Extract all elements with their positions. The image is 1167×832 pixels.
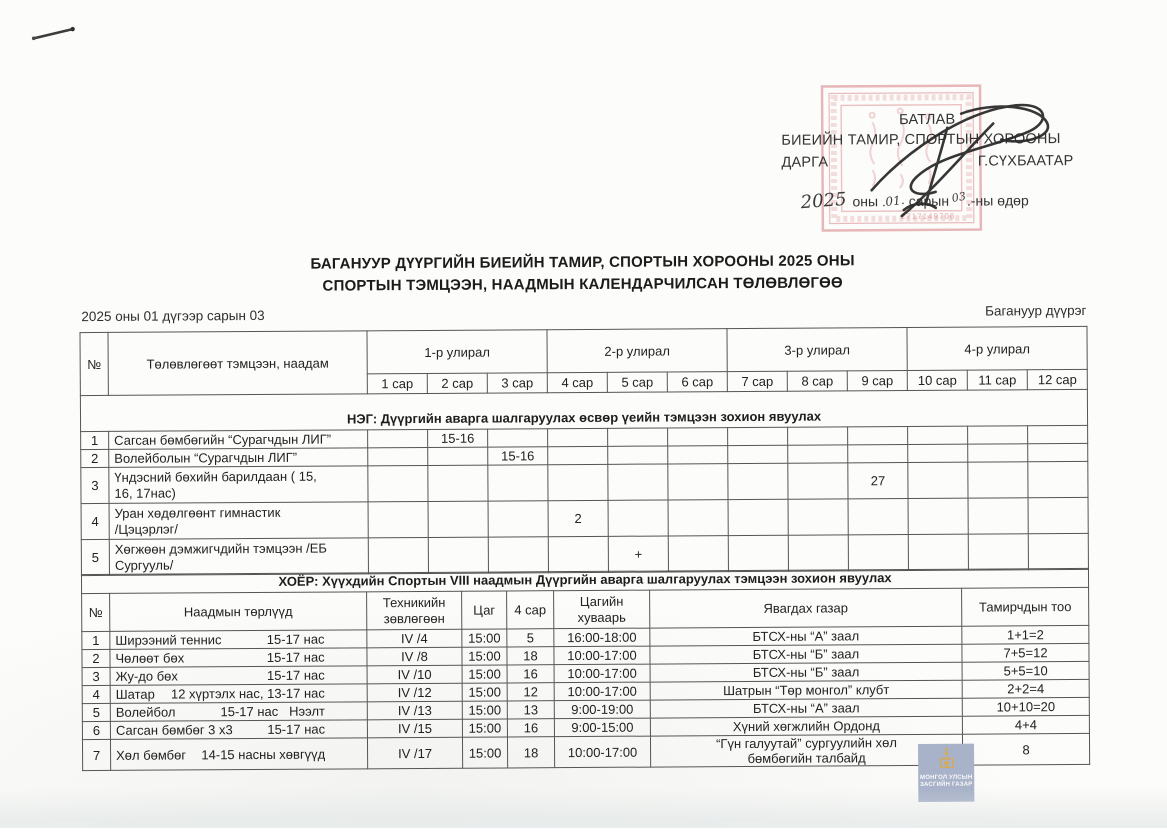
handwritten-year: 2025 <box>799 188 848 214</box>
section-two-title: ХОЁР: Хүүхдийн Спортын VIII наадмын Дүүргийн аварга шалгаруулах тэмцээн зохион явуулах <box>81 568 1088 593</box>
month-value-cell <box>548 446 608 464</box>
calendar-plan-table <box>79 326 1089 576</box>
column-header: Техникийн зөвлөгөөн <box>367 591 462 630</box>
games-header-row <box>82 587 1089 631</box>
month-value-cell <box>1028 533 1088 569</box>
month-value-cell <box>488 465 548 501</box>
tech-meeting-cell: IV /12 <box>367 683 462 702</box>
time-cell: 15:00 <box>462 629 507 647</box>
handwritten-day: 03 <box>950 189 968 205</box>
time-cell: 15:00 <box>462 719 507 737</box>
month-value-cell <box>368 429 428 447</box>
month-header: 4 сар <box>547 372 607 392</box>
month-value-cell <box>668 428 728 446</box>
month-value-cell <box>1028 497 1088 533</box>
time-cell: 15:00 <box>462 683 507 701</box>
event-name-wrap <box>116 746 365 763</box>
time-cell: 15:00 <box>462 701 507 719</box>
month-value-cell: 2 <box>548 500 608 536</box>
event-name: Чөлөөт бөх <box>115 650 185 666</box>
month-value-cell <box>608 446 668 464</box>
month-value-cell <box>368 465 428 501</box>
quarter-header-row <box>80 326 1087 375</box>
row-number-cell: 2 <box>81 449 109 467</box>
month-value-cell <box>968 498 1028 534</box>
column-header: Наадмын төрлүүд <box>110 592 367 632</box>
schedule-cell: 16:00-18:00 <box>554 628 650 647</box>
month-header: 7 сар <box>727 371 787 391</box>
event-column-header: Төлөвлөгөөт тэмцээн, наадам <box>108 331 367 396</box>
tech-meeting-cell: IV /10 <box>367 665 462 684</box>
games-schedule-table <box>81 568 1090 771</box>
month-value-cell <box>488 537 548 573</box>
row-number-cell: 5 <box>82 703 110 721</box>
handwritten-month: .01. <box>881 192 906 210</box>
venue-cell: БТСХ-ны “А” заал <box>650 626 962 646</box>
month-value-cell <box>728 427 788 445</box>
month-value-cell <box>728 499 788 535</box>
month-value-cell <box>668 536 728 572</box>
month-value-cell <box>788 499 848 535</box>
athlete-count-cell: 1+1=2 <box>962 625 1089 644</box>
row-number-cell: 4 <box>81 503 109 539</box>
quarter-header: 4-р улирал <box>907 326 1087 370</box>
quarter-header: 1-р улирал <box>367 330 547 374</box>
event-name: Волейбол <box>115 704 176 720</box>
month-value-cell <box>428 501 488 537</box>
april-date-cell: 5 <box>507 629 554 647</box>
month-value-cell <box>908 444 968 462</box>
age-group: 15-17 нас <box>266 649 325 665</box>
month-value-cell <box>848 445 908 463</box>
section-one-title: НЭГ: Дүүргийн аварга шалгаруулах өсвөр үеийн тэмцээн зохион явуулах <box>80 389 1087 431</box>
event-name-cell <box>110 648 367 668</box>
tech-meeting-cell: IV /8 <box>367 647 462 666</box>
month-value-cell <box>368 501 428 537</box>
month-header: 10 сар <box>907 370 967 390</box>
month-value-cell <box>1028 443 1088 461</box>
event-name-wrap <box>116 703 365 720</box>
age-group: 15-17 нас <box>266 667 325 683</box>
month-value-cell <box>788 535 848 571</box>
month-header: 2 сар <box>427 373 487 393</box>
month-value-cell: 15-16 <box>488 447 548 465</box>
event-name-wrap <box>115 631 364 648</box>
month-value-cell <box>488 429 548 447</box>
month-value-cell <box>908 498 968 534</box>
row-number-cell: 2 <box>82 649 110 667</box>
stamp-serial-number: 2717149708 <box>900 211 956 222</box>
tech-meeting-cell: IV /4 <box>367 629 462 648</box>
tech-meeting-cell: IV /13 <box>367 701 462 720</box>
time-cell: 15:00 <box>462 665 507 683</box>
schedule-cell: 10:00-17:00 <box>554 646 650 665</box>
month-value-cell <box>608 500 668 536</box>
schedule-cell: 9:00-19:00 <box>554 700 650 719</box>
row-number-cell: 5 <box>81 539 109 575</box>
event-name-cell: Хөгжөөн дэмжигчдийн тэмцээн /ЕБ Сургууль/ <box>109 538 368 576</box>
event-name-wrap <box>116 721 365 738</box>
row-number-cell: 4 <box>82 685 110 703</box>
venue-cell: “Гүн галуутай” сургуулийн хөл бөмбөгийн талбайд <box>650 734 962 767</box>
date-text: сарын <box>904 192 953 210</box>
athlete-count-cell: 5+5=10 <box>962 661 1089 680</box>
month-value-cell <box>548 536 608 572</box>
row-number-cell: 1 <box>82 631 110 649</box>
month-value-cell: 15-16 <box>428 429 488 447</box>
time-cell: 15:00 <box>462 647 507 665</box>
number-column-header: № <box>80 332 108 395</box>
month-value-cell <box>608 464 668 500</box>
month-value-cell <box>1028 461 1088 497</box>
event-name-cell <box>110 684 367 704</box>
event-name-cell <box>110 738 367 771</box>
venue-cell: БТСХ-ны “Б” заал <box>650 662 962 682</box>
date-text: .-ны өдөр <box>966 192 1029 209</box>
month-value-cell <box>788 463 848 499</box>
document-date: 2025 оны 01 дүгээр сарын 03 <box>81 307 265 325</box>
column-header: № <box>82 593 110 631</box>
month-header: 9 сар <box>847 371 907 391</box>
venue-cell: БТСХ-ны “А” заал <box>650 698 962 718</box>
month-value-cell <box>848 499 908 535</box>
row-number-cell: 1 <box>81 431 109 449</box>
age-group: 14-15 насны хөвгүүд <box>201 746 326 762</box>
row-number-cell: 7 <box>82 739 110 770</box>
event-name-cell <box>110 702 367 722</box>
month-value-cell <box>668 446 728 464</box>
logo-line-1: МОНГОЛ УЛСЫН <box>920 774 973 781</box>
column-header: Тамирчдын тоо <box>962 587 1089 626</box>
venue-cell: БТСХ-ны “Б” заал <box>650 644 962 664</box>
month-value-cell <box>728 463 788 499</box>
month-value-cell <box>548 464 608 500</box>
approval-org: БИЕИЙН ТАМИР, СПОРТЫН ХОРООНЫ <box>781 131 1061 149</box>
logo-line-2: ЗАСГИЙН ГАЗАР <box>920 781 973 788</box>
month-value-cell <box>908 462 968 498</box>
event-name: Хөл бөмбөг <box>116 746 187 763</box>
event-name: Жу-до бөх <box>115 668 178 684</box>
schedule-cell: 10:00-17:00 <box>554 736 650 768</box>
age-group: 15-17 нас <box>267 721 326 737</box>
month-value-cell <box>668 464 728 500</box>
event-name-cell <box>110 666 367 686</box>
quarter-header: 2-р улирал <box>547 329 727 373</box>
plan-row <box>81 461 1088 503</box>
month-value-cell <box>428 537 488 573</box>
schedule-cell: 10:00-17:00 <box>554 664 650 683</box>
row-number-cell: 6 <box>82 721 110 739</box>
month-header: 1 сар <box>367 373 427 393</box>
soyombo-icon <box>939 747 954 773</box>
athlete-count-cell: 10+10=20 <box>962 697 1089 716</box>
month-value-cell <box>788 445 848 463</box>
month-header: 5 сар <box>607 372 667 392</box>
month-value-cell <box>728 445 788 463</box>
april-date-cell: 13 <box>507 701 554 719</box>
title-line-2: СПОРТЫН ТЭМЦЭЭН, НААДМЫН КАЛЕНДАРЧИЛСАН ТӨЛӨВЛӨГӨӨ <box>322 274 843 295</box>
document-title <box>79 249 1086 299</box>
month-header: 8 сар <box>787 371 847 391</box>
month-value-cell <box>848 427 908 445</box>
row-number-cell: 3 <box>81 467 109 503</box>
scan-edge-shadow <box>0 788 1167 828</box>
month-value-cell <box>368 537 428 573</box>
month-value-cell <box>488 501 548 537</box>
athlete-count-cell: 7+5=12 <box>962 643 1089 662</box>
approval-title: ДАРГА <box>781 154 829 171</box>
event-name: Шатар <box>115 686 155 702</box>
april-date-cell: 16 <box>507 719 554 737</box>
month-header: 6 сар <box>667 372 727 392</box>
month-value-cell <box>908 426 968 444</box>
month-header: 3 сар <box>487 373 547 393</box>
event-name-cell <box>110 720 367 740</box>
month-value-cell: + <box>608 536 668 572</box>
event-name-wrap <box>116 667 365 684</box>
month-value-cell <box>428 447 488 465</box>
age-group: 15-17 нас Нээлт <box>220 703 326 720</box>
month-value-cell <box>428 465 488 501</box>
month-value-cell <box>608 428 668 446</box>
april-date-cell: 18 <box>507 647 554 665</box>
april-date-cell: 12 <box>507 683 554 701</box>
athlete-count-cell: 4+4 <box>962 715 1089 734</box>
month-value-cell: 27 <box>848 463 908 499</box>
schedule-cell: 10:00-17:00 <box>554 682 650 701</box>
event-name-cell: Уран хөдөлгөөнт гимнастик /Цэцэрлэг/ <box>109 502 368 540</box>
venue-cell: Шатрын “Төр монгол” клубт <box>650 680 962 700</box>
month-value-cell <box>788 427 848 445</box>
plan-row <box>81 497 1088 539</box>
column-header: Цагийн хуваарь <box>554 590 650 629</box>
event-name-wrap <box>116 685 365 702</box>
venue-cell: Хүний хөгжлийн Ордонд <box>650 716 962 736</box>
april-date-cell: 16 <box>507 665 554 683</box>
month-value-cell <box>1028 425 1088 443</box>
event-name: Ширээний теннис <box>115 632 222 648</box>
event-name-cell: Сагсан бөмбөгийн “Сурагчдын ЛИГ” <box>109 430 368 450</box>
month-value-cell <box>968 534 1028 570</box>
quarter-header: 3-р улирал <box>727 328 907 372</box>
title-line-1: БАГАНУУР ДҮҮРГИЙН БИЕИЙН ТАМИР, СПОРТЫН ХОРООНЫ 2025 ОНЫ <box>310 252 855 273</box>
column-header: Явагдах газар <box>650 588 962 628</box>
approval-name: Г.СҮХБААТАР <box>977 153 1074 170</box>
month-value-cell <box>968 426 1028 444</box>
time-cell: 15:00 <box>462 737 507 768</box>
row-number-cell: 3 <box>82 667 110 685</box>
month-value-cell <box>968 444 1028 462</box>
april-date-cell: 18 <box>507 737 554 768</box>
event-name-cell <box>110 630 367 650</box>
event-name-wrap <box>115 649 364 666</box>
section-one-row <box>80 389 1087 431</box>
tech-meeting-cell: IV /15 <box>367 719 462 738</box>
tech-meeting-cell: IV /17 <box>367 737 462 769</box>
month-value-cell <box>848 535 908 571</box>
month-value-cell <box>728 535 788 571</box>
month-value-cell <box>968 462 1028 498</box>
month-value-cell <box>368 447 428 465</box>
event-name: Сагсан бөмбөг 3 х3 <box>115 722 233 738</box>
month-value-cell <box>548 428 608 446</box>
government-logo-text <box>920 775 972 789</box>
date-text: оны <box>848 193 882 210</box>
event-name-cell: Үндэсний бөхийн барилдаан ( 15, 16, 17нас) <box>109 466 368 504</box>
signature <box>843 93 1074 224</box>
district-label: Багануур дүүрэг <box>985 302 1087 319</box>
column-header: Цаг <box>462 591 507 629</box>
age-group: 12 хүртэлх нас, 13-17 нас <box>170 685 325 702</box>
column-header: 4 сар <box>507 591 554 629</box>
month-header: 12 сар <box>1027 369 1087 389</box>
month-value-cell <box>668 500 728 536</box>
month-value-cell <box>908 534 968 570</box>
meta-row <box>81 303 1086 324</box>
month-header: 11 сар <box>967 370 1027 390</box>
event-name-cell: Волейболын “Сурагчдын ЛИГ” <box>109 448 368 468</box>
athlete-count-cell: 8 <box>962 733 1089 765</box>
approval-word: БАТЛАВ <box>898 111 956 129</box>
schedule-cell: 9:00-15:00 <box>554 718 650 737</box>
age-group: 15-17 нас <box>266 631 325 647</box>
athlete-count-cell: 2+2=4 <box>962 679 1089 698</box>
pen-mark <box>28 23 80 43</box>
